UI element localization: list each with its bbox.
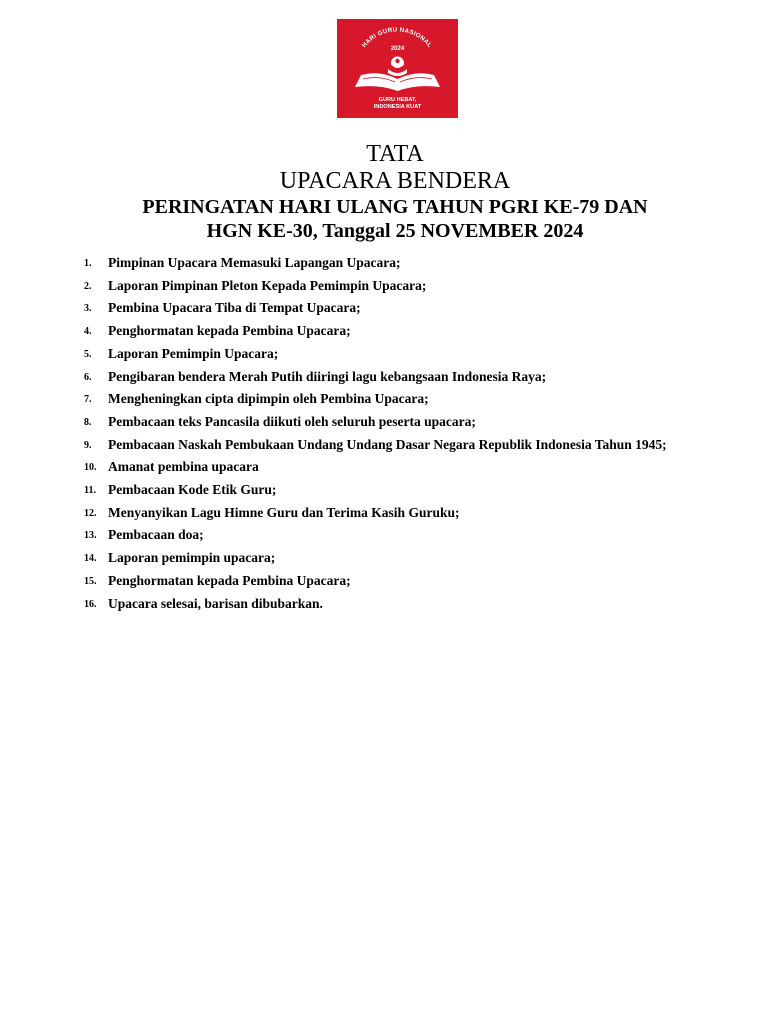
agenda-item-text: Laporan Pimpinan Pleton Kepada Pemimpin Upacara; [108, 277, 427, 293]
agenda-item-text: Mengheningkan cipta dipimpin oleh Pembina Upacara; [108, 391, 429, 407]
agenda-item [0, 411, 708, 434]
agenda-item-text: Menyanyikan Lagu Himne Guru dan Terima Kasih Guruku; [108, 504, 460, 520]
agenda-item-number: 8. [84, 416, 92, 428]
agenda-item [0, 434, 708, 457]
agenda-item-number: 14. [84, 553, 97, 565]
title-line-1: TATA [366, 141, 424, 167]
agenda-item-number: 9. [84, 439, 92, 451]
agenda-item-text: Laporan Pemimpin Upacara; [108, 345, 279, 361]
agenda-item-text: Penghormatan kepada Pembina Upacara; [108, 572, 351, 588]
agenda-item-text: Pembina Upacara Tiba di Tempat Upacara; [108, 300, 361, 316]
agenda-item [0, 275, 708, 298]
agenda-item-text: Pembacaan Kode Etik Guru; [108, 482, 277, 498]
agenda-item-number: 7. [84, 394, 92, 406]
logo-arc-text: HARI GURU NASIONAL [360, 26, 434, 50]
agenda-item-number: 13. [84, 530, 97, 542]
agenda-item [0, 524, 708, 547]
agenda-item-number: 6. [84, 371, 92, 383]
agenda-item-number: 5. [84, 348, 92, 360]
agenda-item [0, 297, 708, 320]
agenda-item-number: 12. [84, 507, 97, 519]
teacher-figure-icon [388, 57, 407, 77]
agenda-item-number: 1. [84, 258, 92, 269]
agenda-item-text: Laporan pemimpin upacara; [108, 550, 276, 566]
agenda-item-number: 2. [84, 280, 92, 292]
ceremony-agenda-list [0, 252, 708, 615]
agenda-item-text: Pembacaan doa; [108, 527, 204, 543]
agenda-item [0, 502, 708, 525]
agenda-item [0, 570, 708, 593]
document-title [0, 141, 768, 243]
logo-tagline-2: INDONESIA KUAT [373, 104, 422, 110]
agenda-item [0, 252, 708, 275]
agenda-item-text: Pengibaran bendera Merah Putih diiringi lagu kebangsaan Indonesia Raya; [108, 368, 547, 384]
agenda-item-text: Pembacaan teks Pancasila diikuti oleh seluruh peserta upacara; [108, 413, 476, 429]
agenda-item-text: Amanat pembina upacara [108, 459, 259, 475]
logo-year: 2024 [390, 46, 405, 52]
agenda-item-number: 4. [84, 326, 92, 338]
agenda-item [0, 547, 708, 570]
hari-guru-nasional-logo [337, 19, 458, 118]
agenda-item-text: Penghormatan kepada Pembina Upacara; [108, 323, 351, 339]
title-line-3: PERINGATAN HARI ULANG TAHUN PGRI KE-79 DAN [142, 196, 648, 218]
agenda-item [0, 479, 708, 502]
agenda-item-text: Pimpinan Upacara Memasuki Lapangan Upacara; [108, 255, 401, 270]
agenda-item [0, 343, 708, 366]
agenda-item-text: Pembacaan Naskah Pembukaan Undang Undang Dasar Negara Republik Indonesia Tahun 1945; [108, 436, 667, 452]
agenda-item [0, 593, 708, 616]
agenda-item [0, 456, 708, 479]
agenda-item-text: Upacara selesai, barisan dibubarkan. [108, 595, 323, 611]
agenda-item [0, 388, 708, 411]
agenda-item-number: 3. [84, 303, 92, 315]
logo-tagline-1: GURU HEBAT, [378, 97, 417, 103]
agenda-item-number: 10. [84, 462, 97, 474]
agenda-item-number: 11. [84, 485, 96, 497]
agenda-item-number: 15. [84, 575, 97, 587]
agenda-item [0, 320, 708, 343]
title-line-2: UPACARA BENDERA [279, 168, 511, 194]
agenda-item [0, 366, 708, 389]
agenda-item-number: 16. [84, 598, 97, 610]
title-line-4: HGN KE-30, Tanggal 25 NOVEMBER 2024 [206, 220, 584, 242]
